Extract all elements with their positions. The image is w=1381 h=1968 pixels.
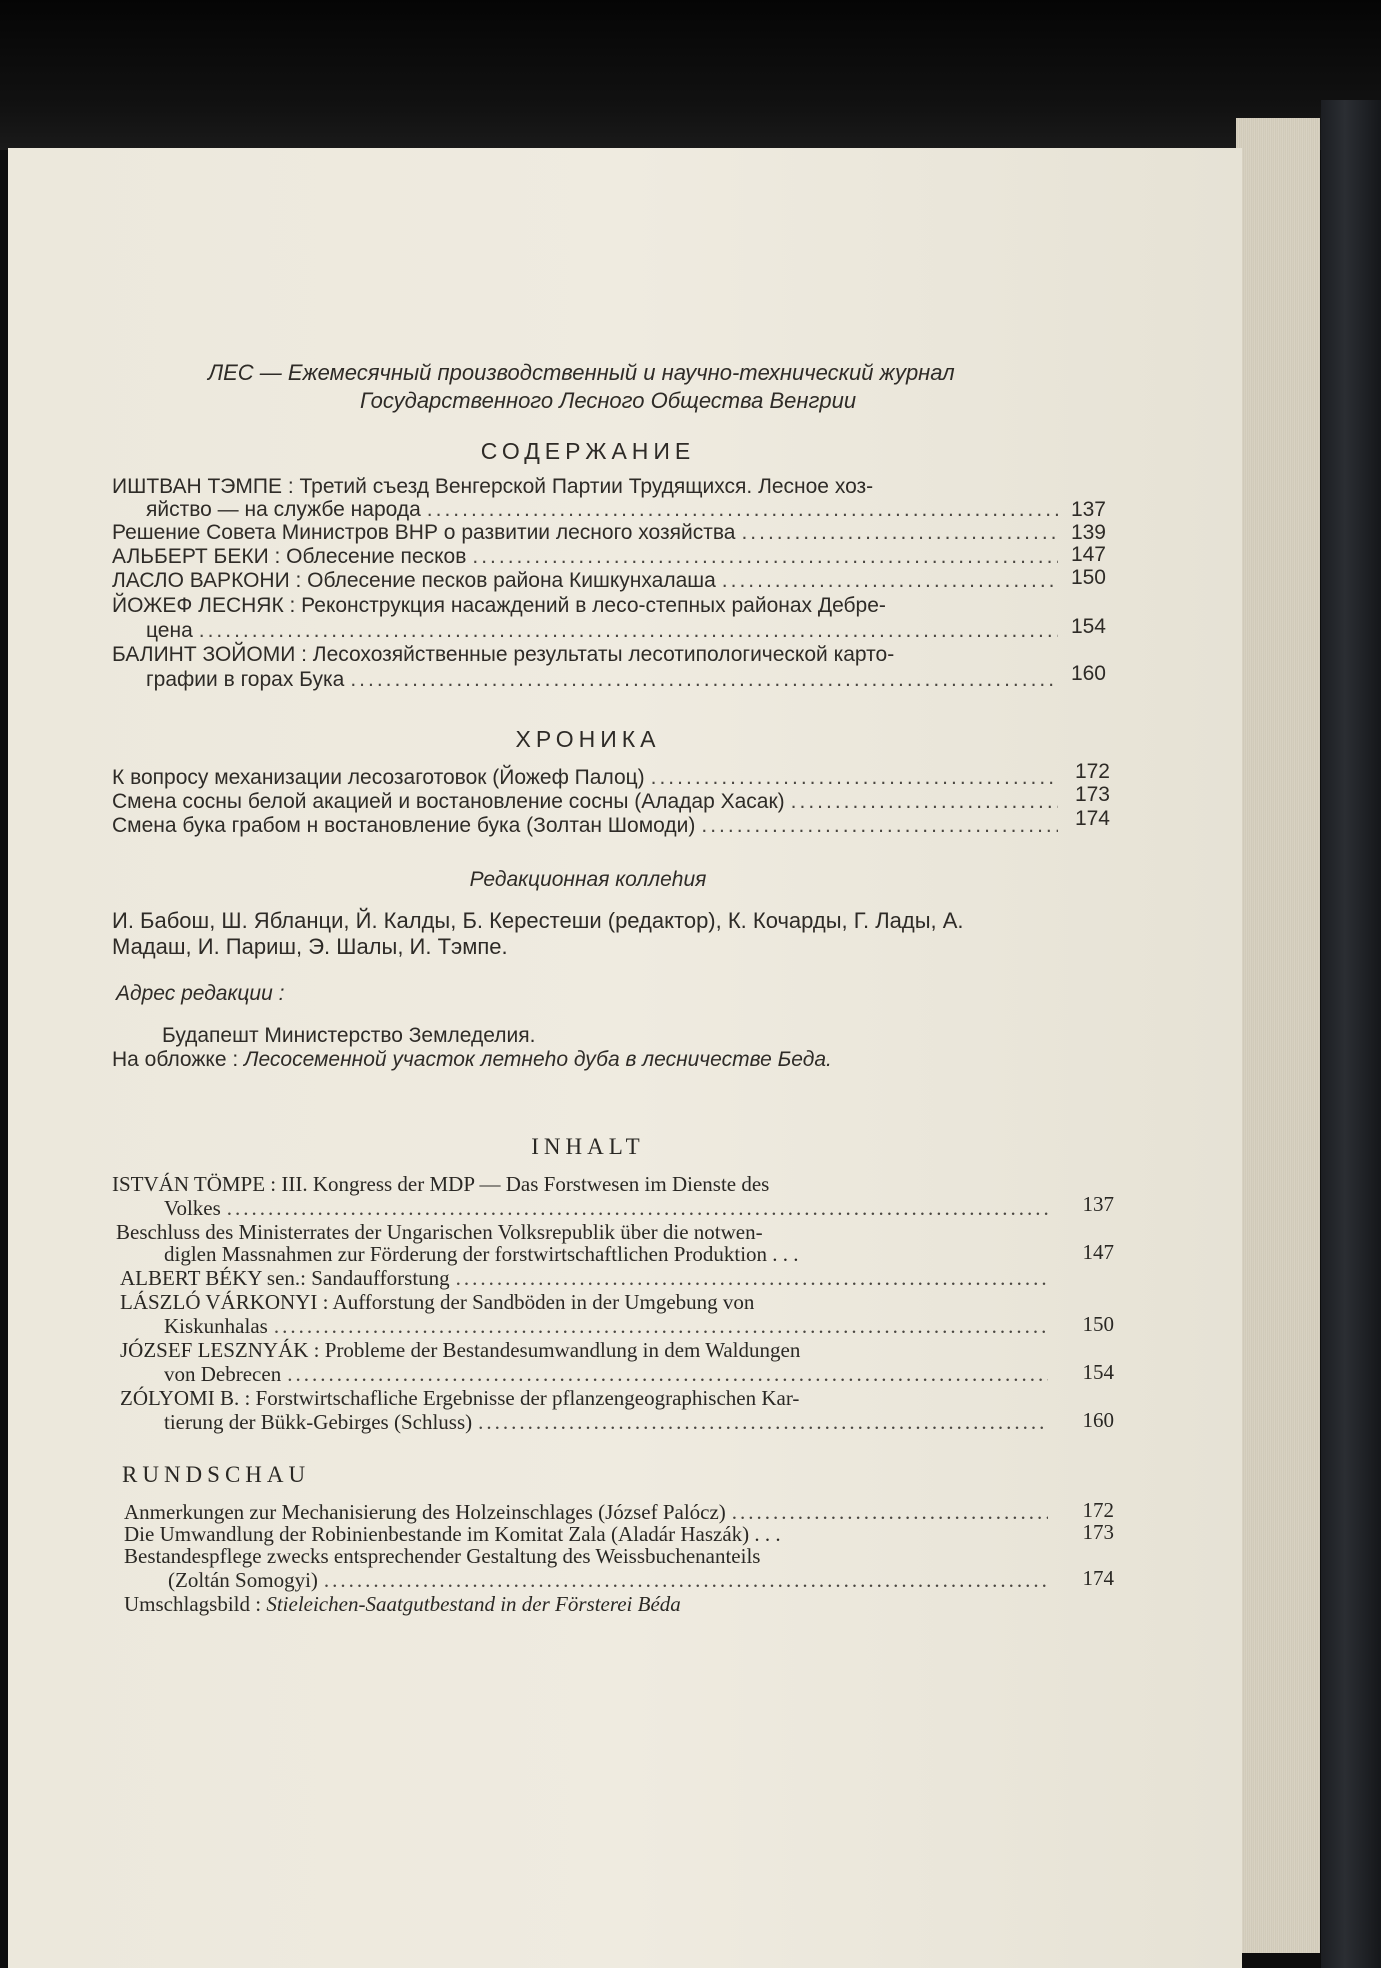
ru-entry-1-line-1: ИШТВАН ТЭМПЕ : Третий съезд Венгерской Партии Трудящихся. Лесное хоз- [112, 475, 874, 498]
ru-entry-5-line-2 [146, 619, 1064, 643]
leader-dots [227, 1196, 1048, 1221]
leader-dots [722, 569, 1058, 593]
de-entry-4-page: 150 [1082, 1312, 1114, 1336]
ru-chronicle-1-page: 172 [1074, 760, 1110, 783]
leader-dots [324, 1568, 1048, 1593]
de-entry-2-page: 147 [1082, 1240, 1114, 1264]
ru-entry-2-text: Решение Совета Министров ВНР о развитии лесного хозяйства [112, 521, 736, 544]
ru-entry-6-line-2 [146, 668, 1064, 692]
ru-entry-6-text: графии в горах Бука [146, 668, 345, 691]
ru-entry-1-page: 137 [1070, 498, 1106, 521]
de-rundschau-heading: RUNDSCHAU [122, 1462, 311, 1487]
cover-caption-de [124, 1592, 681, 1617]
leader-dots [456, 1266, 1048, 1291]
de-entry-5-line-2 [164, 1362, 1054, 1387]
ru-entry-6-line-1: БАЛИНТ ЗОЙОМИ : Лесохозяйственные результаты лесотипологической карто- [112, 643, 895, 666]
leader-dots [427, 498, 1058, 522]
cover-caption-ru-label: На обложке : [112, 1048, 239, 1071]
book-binding [0, 0, 1381, 150]
de-entry-2-line-2: diglen Massnahmen zur Förderung der forstwirtschaftlichen Produktion . . . [164, 1242, 799, 1266]
ru-entry-5-line-1: ЙОЖЕФ ЛЕСНЯК : Реконструкция насаждений в лесо-степных районах Дебре- [112, 594, 886, 617]
ru-contents-heading: СОДЕРЖАНИЕ [480, 438, 696, 464]
de-entry-4-text: Kiskunhalas [164, 1314, 268, 1338]
de-rundschau-3-text: (Zoltán Somogyi) [168, 1568, 318, 1592]
ru-entry-3-page: 147 [1070, 543, 1106, 566]
address-heading: Адрес редакции : [116, 982, 285, 1005]
journal-title-line-2: Государственного Лесного Общества Венгрии [359, 388, 857, 413]
de-entry-3 [120, 1266, 1054, 1291]
ru-entry-2-page: 139 [1070, 521, 1106, 544]
de-entry-4-line-1: LÁSZLÓ VÁRKONYI : Aufforstung der Sandböden in der Umgebung von [120, 1290, 755, 1314]
editorial-line-2: Мадаш, И. Париш, Э. Шалы, И. Тэмпе. [112, 934, 508, 959]
ru-chronicle-2-text: Смена сосны белой акацией и востановление сосны (Аладар Хасак) [112, 790, 785, 813]
leader-dots [350, 668, 1058, 692]
de-entry-1-line-1: ISTVÁN TÖMPE : III. Kongress der MDP — Das Forstwesen im Dienste des [112, 1172, 770, 1196]
ru-entry-5-page: 154 [1070, 615, 1106, 638]
ru-chronicle-1-text: К вопросу механизации лесозаготовок (Йожеф Палоц) [112, 766, 645, 789]
de-rundschau-1-page: 172 [1082, 1498, 1114, 1522]
ru-chronicle-2-page: 173 [1074, 783, 1110, 806]
ru-entry-3-text: АЛЬБЕРТ БЕКИ : Облесение песков [112, 545, 467, 568]
de-entry-6-line-2 [164, 1410, 1054, 1435]
ru-chronicle-1 [112, 766, 1064, 790]
ru-entry-4 [112, 569, 1064, 593]
ru-entry-4-page: 150 [1070, 566, 1106, 589]
ru-entry-5-text: цена [146, 619, 193, 642]
leader-dots [274, 1314, 1048, 1339]
ru-entry-6-page: 160 [1070, 662, 1106, 685]
leader-dots [791, 790, 1058, 814]
de-entry-5-line-1: JÓZSEF LESZNYÁK : Probleme der Bestandesumwandlung in dem Waldungen [120, 1338, 801, 1362]
ru-entry-4-text: ЛАСЛО ВАРКОНИ : Облесение песков района Кишкунхалаша [112, 569, 716, 592]
journal-title-line-1: ЛЕС — Ежемесячный производственный и научно-технический журнал [208, 360, 955, 385]
cover-caption-ru [112, 1048, 832, 1072]
editorial-heading: Редакционная коллеhия [469, 868, 707, 891]
de-entry-1-line-2 [164, 1196, 1054, 1221]
ru-entry-2 [112, 521, 1064, 545]
ru-entry-3 [112, 545, 1064, 569]
ru-entry-1-line-2 [146, 498, 1064, 522]
cover-caption-de-text: Stieleichen-Saatgutbestand in der Försterei Béda [266, 1592, 681, 1616]
de-rundschau-3-line-1: Bestandespflege zwecks entsprechender Gestaltung des Weissbuchenanteils [124, 1544, 761, 1568]
leader-dots [651, 766, 1058, 790]
address-line: Будапешт Министерство Земледелия. [162, 1024, 536, 1047]
leader-dots [741, 521, 1058, 545]
de-rundschau-1-text: Anmerkungen zur Mechanisierung des Holzeinschlages (József Palócz) [124, 1500, 726, 1524]
de-entry-6-text: tierung der Bükk-Gebirges (Schluss) [164, 1410, 473, 1434]
de-contents-heading: INHALT [531, 1134, 645, 1159]
de-rundschau-3-line-2 [168, 1568, 1054, 1593]
de-entry-6-page: 160 [1082, 1408, 1114, 1432]
cover-caption-ru-text: Лесосеменной участок летнеhо дуба в лесничестве Беда. [244, 1048, 832, 1071]
ru-chronicle-heading: ХРОНИКА [515, 726, 661, 752]
ru-chronicle-2 [112, 790, 1064, 814]
ru-chronicle-3-text: Смена бука грабом н востановление бука (Золтан Шомоди) [112, 814, 696, 837]
de-entry-5-text: von Debrecen [164, 1362, 282, 1386]
leader-dots [701, 814, 1058, 838]
leader-dots [472, 545, 1058, 569]
cover-caption-de-label: Umschlagsbild : [124, 1592, 262, 1616]
editorial-line-1: И. Бабош, Ш. Ябланци, Й. Калды, Б. Керестеши (редактор), К. Кочарды, Г. Лады, А. [112, 908, 964, 933]
page-edges [1236, 118, 1320, 1953]
leader-dots [287, 1362, 1048, 1387]
de-entry-6-line-1: ZÓLYOMI B. : Forstwirtschafliche Ergebnisse der pflanzengeographischen Kar- [120, 1386, 800, 1410]
ru-chronicle-3 [112, 814, 1064, 838]
ru-entry-1-text: яйство — на службе народа [146, 498, 421, 521]
de-entry-5-page: 154 [1082, 1360, 1114, 1384]
book-cover-edge [1321, 100, 1381, 1968]
leader-dots [199, 619, 1058, 643]
de-entry-1-text: Volkes [164, 1196, 221, 1220]
de-entry-4-line-2 [164, 1314, 1054, 1339]
ru-chronicle-3-page: 174 [1074, 807, 1110, 830]
de-rundschau-3-page: 174 [1082, 1566, 1114, 1590]
de-rundschau-2-page: 173 [1082, 1520, 1114, 1544]
de-rundschau-2: Die Umwandlung der Robinienbestande im Komitat Zala (Aladár Haszák) . . . [124, 1522, 781, 1546]
de-entry-3-text: ALBERT BÉKY sen.: Sandaufforstung [120, 1266, 450, 1290]
document-page [8, 148, 1242, 1968]
de-entry-2-line-1: Beschluss des Ministerrates der Ungarischen Volksrepublik über die notwen- [116, 1220, 763, 1244]
de-entry-1-page: 137 [1082, 1192, 1114, 1216]
leader-dots [478, 1410, 1048, 1435]
